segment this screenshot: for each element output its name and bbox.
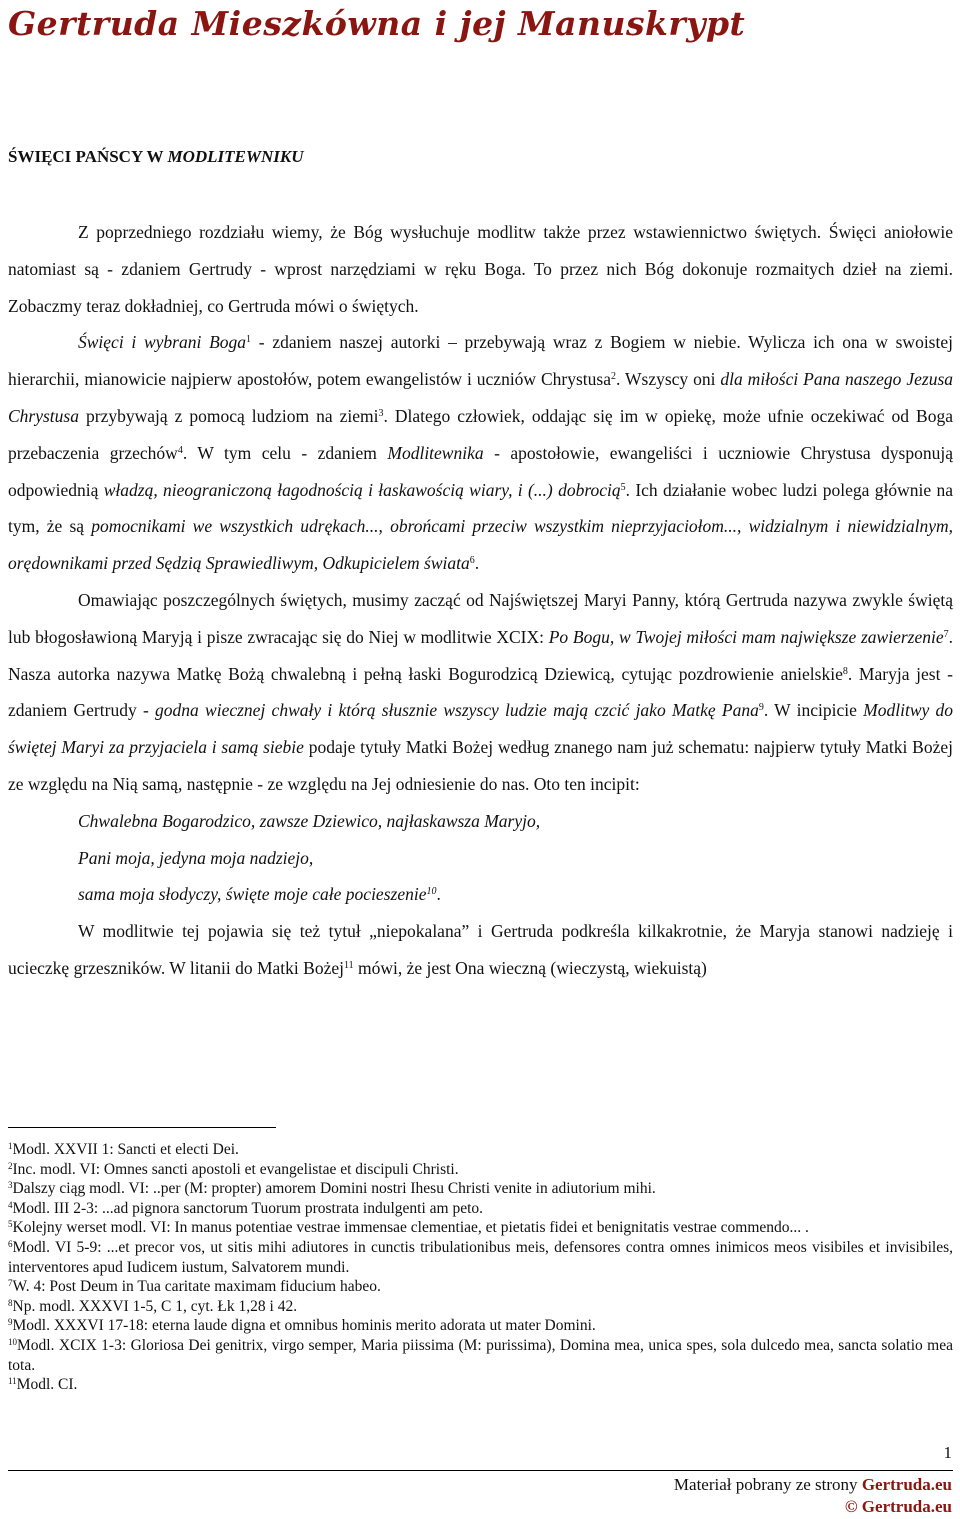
section-title-text: ŚWIĘCI PAŃSCY W	[8, 147, 168, 166]
italic-run: Po Bogu, w Twojej miłości mam największe zawierzenie	[548, 626, 944, 647]
section-title-italic: MODLITEWNIKU	[167, 147, 304, 166]
footnote-ref[interactable]: 2	[611, 371, 616, 383]
italic-run: Święci i wybrani Boga	[78, 332, 247, 353]
footnote-number: 9	[8, 1317, 13, 1328]
footnote-item	[8, 1218, 953, 1238]
footnote-text: Modl. XCIX 1-3: Gloriosa Dei genitrix, virgo semper, Maria piissima (M: purissima), Domina mea, unica spes, sola dulcedo mea, sancta solatio mea tota.	[8, 1336, 953, 1374]
text-run: . Ich działanie wobec ludzi polega głównie na tym, że są	[8, 479, 953, 537]
text-run: . W tym celu - zdaniem	[182, 442, 388, 463]
paragraph-3	[8, 582, 953, 803]
text-run: przybywają z pomocą ludziom na ziemi	[78, 405, 379, 426]
footnote-item	[8, 1160, 953, 1180]
footnote-ref[interactable]: 9	[758, 702, 764, 714]
footnote-number: 4	[8, 1199, 13, 1210]
footnote-number: 3	[8, 1180, 13, 1191]
italic-run: dla miłości Pana naszego Jezusa Chrystusa	[8, 369, 953, 426]
footnote-ref[interactable]: 10	[426, 886, 437, 898]
footnote-item	[8, 1238, 953, 1277]
footnote-item	[8, 1297, 953, 1317]
source-link[interactable]: Gertruda.eu	[861, 1475, 952, 1494]
footnote-number: 7	[8, 1278, 13, 1289]
quote-line-1: Chwalebna Bogarodzico, zawsze Dziewico, najłaskawsza Maryjo,	[78, 810, 541, 831]
footnote-text: Dalszy ciąg modl. VI: ..per (M: propter) amorem Domini nostri Ihesu Christi venite in adiutorium mihi.	[12, 1180, 656, 1198]
footer-divider	[8, 1470, 953, 1471]
footnote-number: 8	[8, 1297, 13, 1308]
text-run: - zdaniem naszej autorki – przebywają wraz z Bogiem w niebie. Wylicza ich ona w swoistej hierarchii, mianowicie najpierw apostołów, potem ewangelistów i uczniów Chrystusa	[8, 332, 953, 390]
copyright-link[interactable]: © Gertruda.eu	[844, 1497, 952, 1516]
credit-text: Materiał pobrany ze strony	[673, 1475, 862, 1494]
footnote-text: Modl. VI 5-9: ...et precor vos, ut sitis mihi adiutores in cunctis tribulationibus meis, defensores contra omnes inimicos meos visibiles et invisibiles, interventores apud Iudicem iustum, Salvatorem mundi.	[8, 1238, 953, 1276]
text-run: . Dlatego człowiek, oddając się im w opiekę, może ufnie oczekiwać od Boga przebaczenia grzechów	[8, 405, 953, 463]
footnote-item	[8, 1375, 953, 1395]
footnote-text: Modl. XXVII 1: Sancti et electi Dei.	[12, 1141, 239, 1158]
footnote-text: Kolejny werset modl. VI: In manus potentiae vestrae immensae clementiae, et pietatis fidei et benignitatis vestrae commendo... .	[12, 1219, 809, 1237]
footnote-ref[interactable]: 6	[469, 555, 475, 567]
main-text	[8, 214, 953, 987]
footnote-item	[8, 1316, 953, 1336]
footnote-divider	[8, 1127, 276, 1128]
footnote-text: Inc. modl. VI: Omnes sancti apostoli et evangelistae et discipuli Christi.	[12, 1160, 459, 1178]
footnote-text: Modl. III 2-3: ...ad pignora sanctorum Tuorum prostrata indulgenti am peto.	[12, 1199, 484, 1217]
paragraph-4	[8, 913, 953, 987]
italic-run: Modlitwy do świętej Maryi za przyjaciela i samą siebie	[8, 700, 954, 758]
footnote-number: 2	[8, 1160, 13, 1171]
text-run: podaje tytuły Matki Bożej według znanego nam już schematu: najpierw tytuły Matki Bożej ze względu na Nią samą, następnie - ze względu na Jej odniesienie do nas. Oto ten incipit:	[8, 737, 953, 794]
footnote-item	[8, 1179, 953, 1199]
page-number: 1	[943, 1443, 952, 1462]
text-run: W modlitwie tej pojawia się też tytuł „niepokalana” i Gertruda podkreśla kilkakrotnie, że Maryja stanowi nadzieję i ucieczkę grzeszników. W litanii do Matki Bożej	[8, 921, 953, 978]
footnote-ref[interactable]: 8	[842, 665, 848, 677]
text-run: . W incipicie	[763, 700, 864, 721]
text-run: . Maryja jest - zdaniem Gertrudy -	[8, 663, 953, 721]
quote-line-2: Pani moja, jedyna moja nadziejo,	[78, 847, 314, 868]
footnote-ref[interactable]: 4	[177, 444, 183, 456]
footnote-ref[interactable]: 11	[343, 959, 354, 971]
paragraph-1	[8, 214, 953, 324]
footnotes	[8, 1140, 953, 1395]
italic-run: Modlitewnika	[387, 442, 484, 463]
text-run: . Nasza autorka nazywa Matkę Bożą chwalebną i pełną łaski Bogurodzicą Dziewicą, cytując pozdrowienie anielskie	[8, 626, 953, 684]
text-run: Omawiając poszczególnych świętych, musimy zacząć od Najświętszej Maryi Panny, którą Gertruda nazywa zwykle świętą lub błogosławioną Maryją i pisze zwracając się do Niej w modlitwie XCIX:	[8, 589, 953, 647]
footnote-text: Modl. CI.	[16, 1376, 78, 1394]
italic-run: władzą, nieograniczoną łagodnością i łaskawością wiary, i (...) dobrocią	[103, 479, 621, 500]
footnote-ref[interactable]: 1	[246, 334, 252, 346]
footnote-ref[interactable]: 5	[620, 481, 626, 493]
footnote-item	[8, 1277, 953, 1297]
footer-credit	[674, 1474, 952, 1518]
italic-run: godna wiecznej chwały i którą słusznie wszyscy ludzie mają czcić jako Matkę Pana	[155, 700, 759, 721]
text-run: sama moja słodyczy, święte moje całe pocieszenie	[78, 884, 427, 905]
quote-line-3	[8, 876, 953, 913]
text-run: - apostołowie, ewangeliści i uczniowie Chrystusa dysponują odpowiednią	[8, 442, 953, 500]
paragraph-2	[8, 324, 953, 582]
footnote-ref[interactable]: 3	[378, 407, 384, 419]
footnote-text: W. 4: Post Deum in Tua caritate maximam fiducium habeo.	[12, 1278, 381, 1296]
footnote-item	[8, 1140, 953, 1160]
text-run: Z poprzedniego rozdziału wiemy, że Bóg wysłuchuje modlitw także przez wstawiennictwo świętych. Święci aniołowie natomiast są - zdaniem Gertrudy - wprost narzędziami w ręku Boga. To przez nich Bóg dokonuje rozmaitych dzieł na ziemi. Zobaczmy teraz dokładniej, co Gertruda mówi o świętych.	[8, 222, 953, 316]
footnote-number: 11	[8, 1376, 17, 1387]
text-run: .	[474, 553, 480, 574]
footnote-item	[8, 1336, 953, 1375]
text-run: mówi, że jest Ona wieczną (wieczystą, wiekuistą)	[353, 957, 707, 978]
italic-run: pomocnikami we wszystkich udrękach..., obrońcami przeciw wszystkim nieprzyjaciołom..., widzialnym i niewidzialnym, orędownikami przed Sędzią Sprawiedliwym, Odkupicielem świata	[8, 516, 953, 574]
footnote-number: 10	[8, 1336, 17, 1347]
text-run: . Wszyscy oni	[616, 369, 721, 390]
section-title	[8, 147, 304, 167]
header-banner-title: Gertruda Mieszkówna i jej Manuskrypt	[8, 4, 746, 43]
footnote-ref[interactable]: 7	[943, 628, 949, 640]
footnote-number: 5	[8, 1219, 13, 1230]
footnote-text: Np. modl. XXXVI 1-5, C 1, cyt. Łk 1,28 i 42.	[12, 1297, 298, 1315]
footnote-text: Modl. XXXVI 17-18: eterna laude digna et omnibus hominis merito adorata ut mater Domini.	[12, 1317, 596, 1335]
footnote-number: 6	[8, 1238, 13, 1249]
footnote-number: 1	[8, 1141, 13, 1151]
credit-line-1	[674, 1474, 952, 1496]
text-run: .	[436, 884, 441, 905]
footnote-item	[8, 1199, 953, 1219]
